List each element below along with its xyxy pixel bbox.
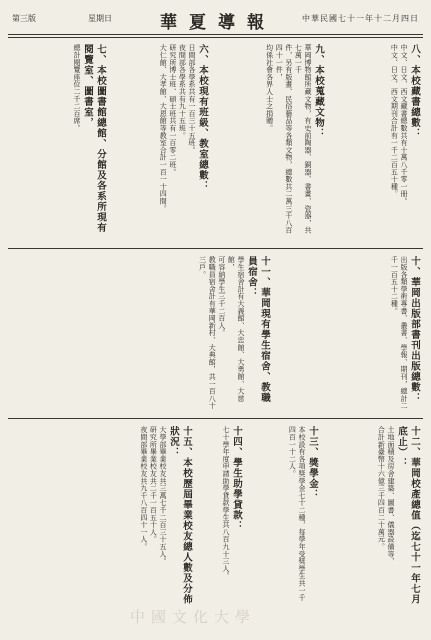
masthead-rule [8,34,423,35]
section-line: 研究所博士班、碩士班共有一百零二班。 [168,44,177,176]
section-line: 教職員宿舍計有華岡新村、大典館，共一百八十三戶。 [198,256,217,410]
page-number: 第三版 [12,14,36,23]
section-heading: 六、本校現有班級、教室總數： [197,44,208,191]
section-line: 日間部各學系共有一百三十五班。 [188,44,196,154]
section-line: 華岡博物館所藏文物，有史前陶器、銅器、書畫、瓷器，共七萬一千 [294,44,312,234]
band-divider [8,418,423,419]
section-line: 七十學年度申請助學貸款學生共八百九十三人。 [222,426,230,580]
section-line: 出版各類學術專書、叢書、學報、期刊，總計二千一百五十二種。 [390,256,408,410]
masthead-rule [8,37,423,38]
section-line: 研究所畢業校友共二千一百五十人。 [149,426,158,543]
masthead [10,8,421,33]
article-section [11,44,107,240]
section-line: 夜間部各學系共有九十五班。 [178,44,187,139]
section-heading: 十三、獎學金： [307,426,318,500]
section-heading: 八、本校藏書總數： [409,44,420,139]
section-line: 大學部畢業校友共三萬七千二百三十五人。 [159,426,167,565]
article-section [301,256,421,410]
publication-date: 中華民國七十一年十二月四日 [302,14,419,23]
section-line: 夜間部畢業校友共九千八百四十一人。 [139,426,148,551]
section-line: 土地面積及房舍建築、圖書、儀器設備等， [387,426,395,565]
section-heading: 十四、學生助學貸款： [231,426,242,531]
article-section [325,426,421,606]
article-section [215,44,325,240]
section-heading: 十一、華岡現有學生宿舍、教職員宿舍： [246,256,270,403]
section-line: 合計新臺幣十六億三千四百二十萬元。 [377,426,386,551]
weekday: 星期日 [88,14,112,23]
section-line: 總計閱覽座位二千二百席。 [73,44,81,132]
archive-watermark: 中國文化大學 [130,608,257,626]
article-section [249,426,319,606]
article-section [11,256,271,410]
section-line: 中文、日文、西文期刊合計有一千二百五十種。 [390,44,399,198]
newspaper-title: 華夏導報 [160,13,276,33]
section-line: 中文、日文、西文藏書總數共有十萬八千零一冊。 [400,44,408,205]
section-line: 件，另有版畫、民俗藝品等各類文物，總數共二萬三千八百四十一件， [275,44,293,234]
section-line: 大仁館、大孝館、大恩館等教室合計一百一十四間。 [159,44,168,212]
article-section [11,426,193,606]
section-line: 可容納學生三千二百人。 [217,256,226,337]
article-section [113,44,209,240]
section-heading: 九、本校蒐藏文物： [313,44,324,139]
section-heading: 十五、本校歷屆畢業校友總人數及分佈狀況： [168,426,192,605]
section-heading: 十二、華岡校產總值（迄七十一年七月底止）： [396,426,420,605]
section-line: 均係社會各界人士之捐贈。 [265,44,274,132]
section-heading: 十、華岡出版部書刊出版總數： [409,256,420,403]
section-line: 本校設有各項獎學金七十二種，每學年受獎學生共一千四百一十二人。 [288,426,306,602]
section-heading: 七、本校圖書館總館、分館及各系所現有閱覽室、圖書室， [82,44,106,233]
section-line: 學生宿舍計有大義館、大忠館、大勇館、大慈館， [227,256,245,402]
article-section [331,44,421,240]
band-divider [8,248,423,249]
article-section [199,426,243,606]
